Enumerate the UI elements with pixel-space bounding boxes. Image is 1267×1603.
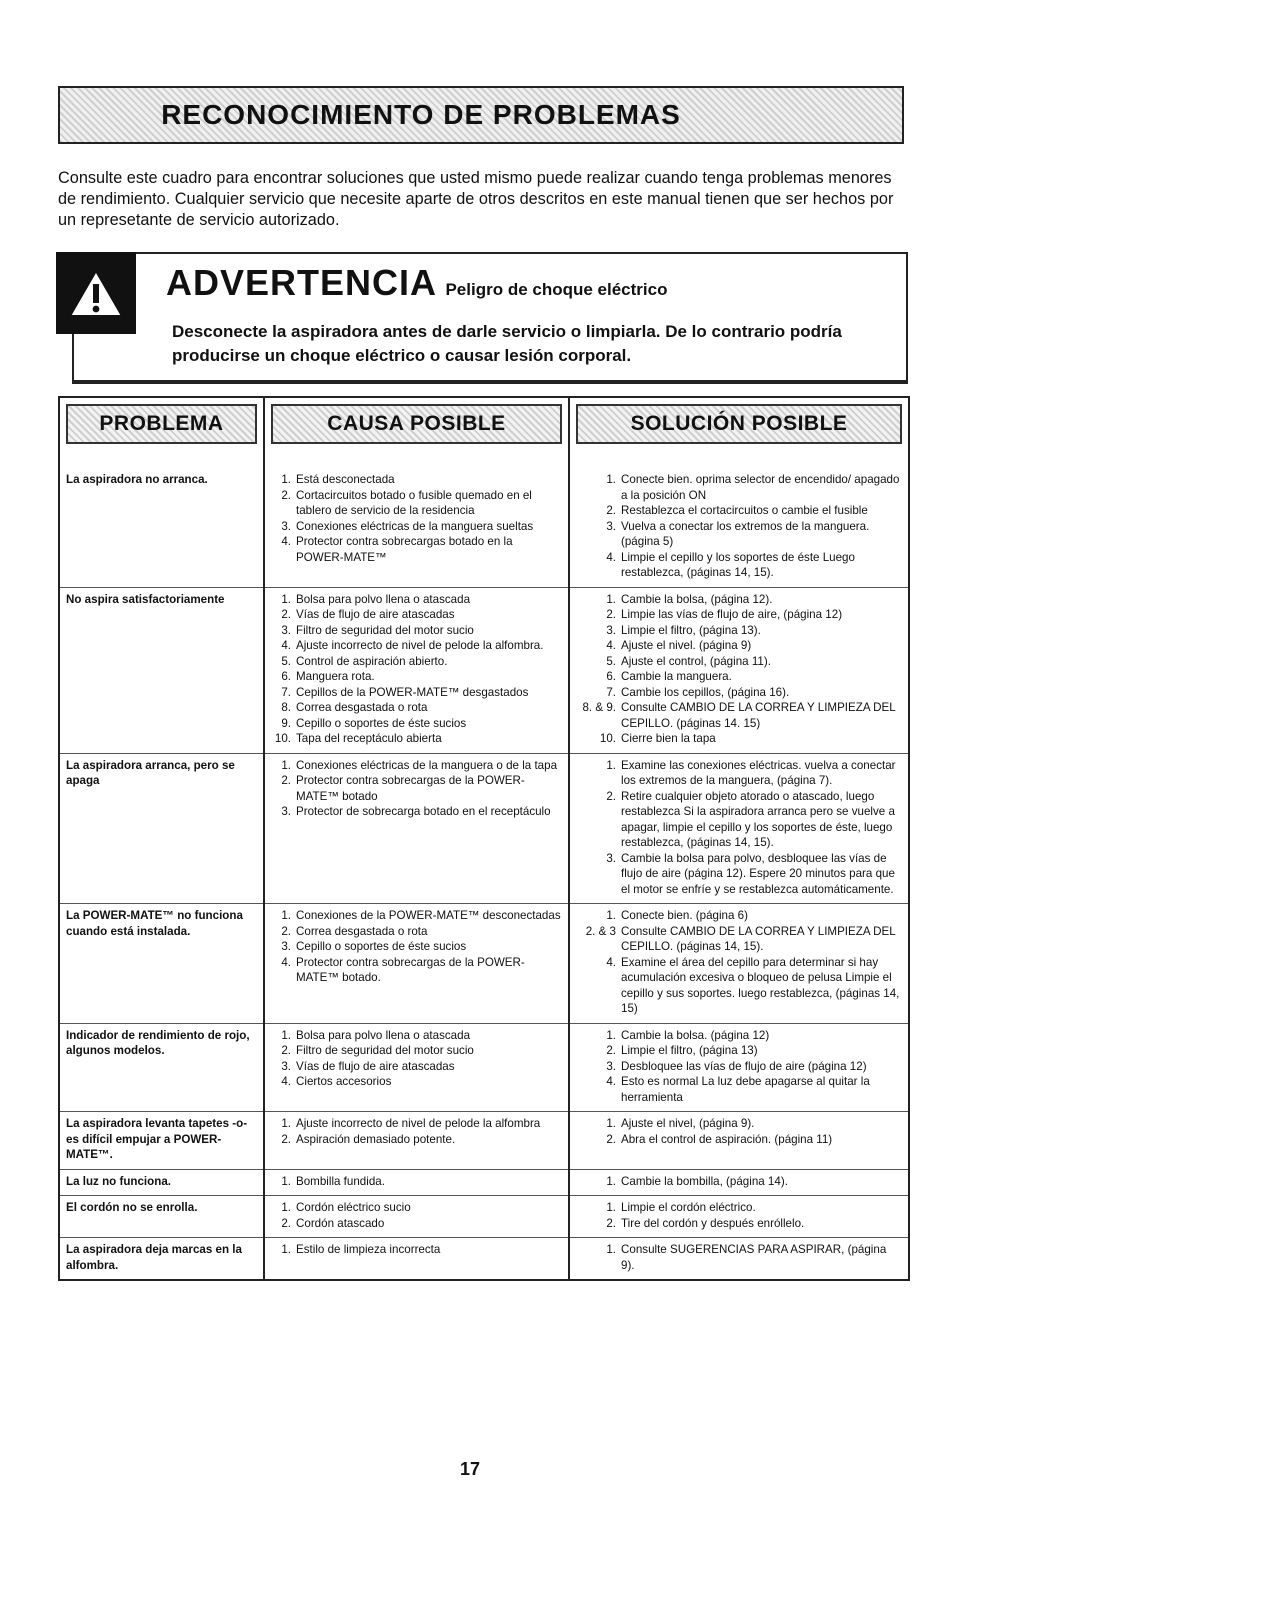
cause-item (271, 758, 562, 774)
item-text: Cepillo o soportes de éste sucios (296, 716, 467, 730)
solution-item (576, 758, 902, 789)
item-number: 3. (281, 940, 291, 953)
item-text: Ciertos accesorios (296, 1075, 392, 1088)
cause-item (271, 534, 562, 565)
cause-item (271, 924, 562, 940)
cause-item (271, 592, 562, 608)
item-text: Limpie las vías de flujo de aire, (página 12) (621, 608, 843, 621)
item-text: Limpie el filtro, (página 13) (621, 1044, 758, 1057)
item-number: 2. (281, 488, 291, 502)
solution-item (576, 519, 902, 550)
item-text: Cambie la manguera. (621, 670, 732, 683)
solution-item (576, 503, 902, 519)
cause-item (271, 638, 562, 654)
solution-item (576, 955, 902, 1017)
item-text: Cambie la bombilla, (página 14). (621, 1174, 788, 1188)
item-text: Vías de flujo de aire atascadas (296, 608, 455, 621)
item-text: Ajuste el control, (página 11). (621, 654, 771, 668)
cause-cell (264, 1196, 569, 1238)
item-number: 8. (281, 701, 291, 714)
solution-item (576, 1059, 902, 1075)
item-number: 2. (281, 1216, 291, 1230)
solution-item (576, 1216, 902, 1232)
item-text: Correa desgastada o rota (296, 701, 428, 714)
cause-item (271, 939, 562, 955)
item-number: 2. (281, 924, 291, 938)
item-number: 2. (281, 608, 291, 621)
solution-cell (569, 1023, 909, 1112)
cause-item (271, 1116, 562, 1132)
table-row (59, 468, 909, 587)
item-number: 1. (606, 1028, 616, 1042)
item-number: 10. (599, 732, 616, 745)
item-number: 2. (606, 1044, 616, 1057)
problem-cell: La aspiradora levanta tapetes -o- es difícil empujar a POWER-MATE™. (59, 1112, 264, 1170)
table-row (59, 587, 909, 753)
item-text: Examine el área del cepillo para determinar si hay acumulación excesiva o bloqueo de pelusa Limpie el cepillo y sus soportes. luego restablezca, (páginas 14, 15) (621, 955, 900, 1015)
cause-cell (264, 1169, 569, 1196)
solution-item (576, 623, 902, 639)
solution-item (576, 908, 902, 924)
item-text: Ajuste el nivel, (página 9). (621, 1117, 755, 1130)
item-number: 3. (281, 519, 291, 533)
item-number: 8. & 9. (582, 701, 616, 714)
cause-item (271, 654, 562, 670)
solution-cell (569, 753, 909, 904)
item-number: 1. (281, 592, 291, 606)
header-cause: CAUSA POSIBLE (271, 404, 562, 444)
item-text: Conecte bien. oprima selector de encendido/ apagado a la posición ON (621, 473, 900, 502)
problem-cell: La luz no funciona. (59, 1169, 264, 1196)
item-text: Bombilla fundida. (296, 1174, 385, 1188)
item-number: 1. (281, 1174, 291, 1188)
item-number: 3. (606, 1059, 616, 1073)
table-row (59, 904, 909, 1024)
item-number: 1. (281, 1028, 291, 1042)
solution-cell (569, 468, 909, 587)
solution-cell (569, 1238, 909, 1281)
cause-item (271, 955, 562, 986)
table-row (59, 1023, 909, 1112)
solution-item (576, 1116, 902, 1132)
warning-title: ADVERTENCIA (166, 262, 438, 303)
solution-cell (569, 1196, 909, 1238)
item-number: 4. (606, 1075, 616, 1088)
cause-item (271, 773, 562, 804)
solution-item (576, 550, 902, 581)
item-text: Limpie el filtro, (página 13). (621, 623, 761, 637)
problem-cell: La aspiradora deja marcas en la alfombra. (59, 1238, 264, 1281)
solution-item (576, 700, 902, 731)
solution-item (576, 1043, 902, 1059)
solution-item (576, 1074, 902, 1105)
cause-item (271, 731, 562, 747)
item-text: Cordón eléctrico sucio (296, 1201, 411, 1214)
item-number: 4. (606, 955, 616, 969)
item-number: 2. (606, 504, 616, 517)
header-solution: SOLUCIÓN POSIBLE (576, 404, 902, 444)
item-text: Bolsa para polvo llena o atascada (296, 1028, 471, 1042)
item-number: 4. (606, 639, 616, 652)
item-number: 6. (606, 670, 616, 683)
item-number: 3. (606, 519, 616, 533)
item-number: 1. (606, 592, 616, 606)
warning-text: Desconecte la aspiradora antes de darle servicio o limpiarla. De lo contrario podría producirse un choque eléctrico o causar lesión corporal. (172, 322, 842, 365)
warning-heading (166, 262, 667, 304)
item-text: Correa desgastada o rota (296, 924, 428, 938)
problem-cell: Indicador de rendimiento de rojo, algunos modelos. (59, 1023, 264, 1112)
solution-cell (569, 1112, 909, 1170)
item-number: 7. (281, 685, 291, 699)
item-number: 1. (281, 909, 291, 922)
warning-icon-block (56, 252, 136, 334)
item-text: Ajuste incorrecto de nivel de pelode la alfombra. (296, 639, 544, 652)
item-text: Bolsa para polvo llena o atascada (296, 592, 471, 606)
item-text: Filtro de seguridad del motor sucio (296, 1044, 474, 1057)
item-number: 10. (274, 732, 291, 745)
solution-item (576, 685, 902, 701)
cause-item (271, 623, 562, 639)
warning-triangle-icon (68, 268, 124, 318)
item-text: Tire del cordón y después enróllelo. (621, 1216, 805, 1230)
cause-item (271, 1028, 562, 1044)
cause-item (271, 685, 562, 701)
item-number: 2. (606, 1216, 616, 1230)
item-text: Desbloquee las vías de flujo de aire (página 12) (621, 1059, 867, 1073)
item-text: Conexiones eléctricas de la manguera sueltas (296, 519, 534, 533)
intro-paragraph: Consulte este cuadro para encontrar soluciones que usted mismo puede realizar cuando tenga problemas menores de rendimiento. Cualquier servicio que necesite aparte de otros descritos en este manual tienen que ser hechos por un represetante de servicio autorizado. (58, 169, 894, 229)
cause-item (271, 700, 562, 716)
table-row (59, 1169, 909, 1196)
page-number: 17 (460, 1459, 481, 1479)
item-number: 3. (281, 1059, 291, 1073)
solution-cell (569, 904, 909, 1024)
cause-item (271, 607, 562, 623)
solution-item (576, 851, 902, 898)
cause-item (271, 488, 562, 519)
warning-box (72, 252, 908, 384)
item-text: Abra el control de aspiración. (página 11) (621, 1132, 833, 1146)
solution-item (576, 654, 902, 670)
item-number: 3. (281, 623, 291, 637)
item-text: Restablezca el cortacircuitos o cambie el fusible (621, 504, 868, 517)
cause-item (271, 908, 562, 924)
solution-cell (569, 587, 909, 753)
item-text: Ajuste el nivel. (página 9) (621, 639, 752, 652)
item-number: 3. (606, 623, 616, 637)
item-number: 2. (281, 1044, 291, 1057)
problem-cell: El cordón no se enrolla. (59, 1196, 264, 1238)
item-number: 2. (606, 1132, 616, 1146)
page-title: RECONOCIMIENTO DE PROBLEMAS (161, 99, 681, 130)
solution-item (576, 1028, 902, 1044)
cause-cell (264, 1112, 569, 1170)
item-text: Conecte bien. (página 6) (621, 909, 748, 922)
item-number: 3. (606, 851, 616, 865)
cause-cell (264, 1238, 569, 1281)
item-text: Vías de flujo de aire atascadas (296, 1059, 455, 1073)
item-text: Protector contra sobrecargas de la POWER-MATE™ botado (296, 774, 525, 803)
solution-item (576, 1200, 902, 1216)
solution-item (576, 669, 902, 685)
cause-item (271, 716, 562, 732)
solution-item (576, 1132, 902, 1148)
item-text: Cepillos de la POWER-MATE™ desgastados (296, 685, 529, 699)
item-number: 6. (281, 670, 291, 683)
item-number: 1. (606, 1201, 616, 1214)
problem-cell: No aspira satisfactoriamente (59, 587, 264, 753)
header-problem: PROBLEMA (66, 404, 257, 444)
cause-cell (264, 587, 569, 753)
table-row (59, 753, 909, 904)
title-banner (58, 86, 904, 144)
item-text: Aspiración demasiado potente. (296, 1132, 456, 1146)
item-text: Cordón atascado (296, 1216, 385, 1230)
troubleshooting-table (58, 396, 910, 1281)
solution-item (576, 1242, 902, 1273)
item-text: Consulte CAMBIO DE LA CORREA Y LIMPIEZA DEL CEPILLO. (páginas 14. 15) (621, 701, 896, 730)
item-number: 1. (281, 473, 291, 486)
header-cell-cause (264, 397, 569, 468)
item-text: Protector contra sobrecargas botado en la POWER-MATE™ (296, 535, 513, 564)
solution-item (576, 592, 902, 608)
header-cell-problem (59, 397, 264, 468)
problem-cell: La aspiradora no arranca. (59, 468, 264, 587)
cause-item (271, 804, 562, 820)
item-number: 1. (281, 1201, 291, 1214)
cause-item (271, 669, 562, 685)
item-text: Retire cualquier objeto atorado o atascado, luego restablezca Si la aspiradora arranca pero se vuelve a apagar, limpie el cepillo y los soportes de éste, luego restablezca, (páginas 14, 15). (621, 789, 895, 849)
item-number: 7. (606, 685, 616, 699)
item-number: 3. (281, 805, 291, 818)
item-number: 1. (606, 1117, 616, 1130)
item-text: Tapa del receptáculo abierta (296, 732, 442, 745)
item-text: Cambie la bolsa para polvo, desbloquee las vías de flujo de aire (página 12). Espere 20 minutos para que el motor se enfríe y se restablezca automáticamente. (621, 851, 895, 896)
item-text: Cierre bien la tapa (621, 732, 716, 745)
solution-item (576, 789, 902, 851)
solution-cell (569, 1169, 909, 1196)
item-text: Filtro de seguridad del motor sucio (296, 623, 474, 637)
item-text: Estilo de limpieza incorrecta (296, 1243, 441, 1256)
solution-item (576, 638, 902, 654)
item-text: Cambie la bolsa. (página 12) (621, 1028, 770, 1042)
item-text: Examine las conexiones eléctricas. vuelva a conectar los extremos de la manguera, (página 7). (621, 758, 896, 787)
item-number: 5. (606, 654, 616, 668)
item-number: 9. (281, 716, 291, 730)
item-text: Protector de sobrecarga botado en el receptáculo (296, 805, 551, 818)
solution-item (576, 607, 902, 623)
item-number: 1. (606, 758, 616, 772)
cause-cell (264, 1023, 569, 1112)
cause-cell (264, 468, 569, 587)
cause-cell (264, 904, 569, 1024)
item-text: Control de aspiración abierto. (296, 654, 448, 668)
item-number: 2. (281, 774, 291, 787)
item-number: 2. (606, 789, 616, 803)
solution-item (576, 731, 902, 747)
item-text: Limpie el cordón eléctrico. (621, 1201, 756, 1214)
item-text: Esto es normal La luz debe apagarse al quitar la herramienta (621, 1075, 870, 1104)
item-number: 5. (281, 654, 291, 668)
item-text: Vuelva a conectar los extremos de la manguera. (página 5) (621, 519, 870, 548)
table-row (59, 1238, 909, 1281)
cause-item (271, 1242, 562, 1258)
item-number: 4. (281, 955, 291, 969)
table-row (59, 1112, 909, 1170)
item-text: Cambie la bolsa, (página 12). (621, 592, 773, 606)
item-number: 1. (281, 1117, 291, 1130)
item-number: 4. (281, 1075, 291, 1088)
solution-item (576, 472, 902, 503)
problem-cell: La POWER-MATE™ no funciona cuando está instalada. (59, 904, 264, 1024)
item-number: 4. (281, 639, 291, 652)
item-number: 1. (606, 1243, 616, 1256)
item-number: 1. (606, 1174, 616, 1188)
item-number: 2. & 3 (585, 924, 616, 938)
item-number: 2. (606, 608, 616, 621)
item-text: Está desconectada (296, 473, 395, 486)
item-text: Protector contra sobrecargas de la POWER-MATE™ botado. (296, 955, 525, 984)
cause-item (271, 1174, 562, 1190)
item-text: Conexiones eléctricas de la manguera o de la tapa (296, 758, 558, 772)
item-number: 1. (606, 473, 616, 486)
item-text: Consulte CAMBIO DE LA CORREA Y LIMPIEZA DEL CEPILLO. (páginas 14, 15). (621, 924, 896, 953)
item-text: Cambie los cepillos, (página 16). (621, 685, 790, 699)
cause-cell (264, 753, 569, 904)
item-number: 2. (281, 1132, 291, 1146)
item-text: Cortacircuitos botado o fusible quemado en el tablero de servicio de la residencia (296, 488, 532, 517)
cause-item (271, 1043, 562, 1059)
header-cell-solution (569, 397, 909, 468)
problem-cell: La aspiradora arranca, pero se apaga (59, 753, 264, 904)
item-number: 1. (281, 1243, 291, 1256)
warning-subtitle: Peligro de choque eléctrico (445, 280, 668, 299)
item-text: Cepillo o soportes de éste sucios (296, 940, 467, 953)
cause-item (271, 1200, 562, 1216)
cause-item (271, 1059, 562, 1075)
table-row (59, 1196, 909, 1238)
item-text: Conexiones de la POWER-MATE™ desconectadas (296, 909, 561, 922)
cause-item (271, 519, 562, 535)
item-number: 4. (281, 535, 291, 548)
cause-item (271, 1074, 562, 1090)
item-text: Limpie el cepillo y los soportes de éste Luego restablezca, (páginas 14, 15). (621, 550, 855, 579)
item-number: 1. (606, 909, 616, 922)
cause-item (271, 1216, 562, 1232)
item-text: Ajuste incorrecto de nivel de pelode la alfombra (296, 1117, 541, 1130)
item-number: 4. (606, 550, 616, 564)
cause-item (271, 1132, 562, 1148)
item-text: Manguera rota. (296, 670, 375, 683)
solution-item (576, 1174, 902, 1190)
item-number: 1. (281, 758, 291, 772)
item-text: Consulte SUGERENCIAS PARA ASPIRAR, (página 9). (621, 1243, 887, 1272)
solution-item (576, 924, 902, 955)
cause-item (271, 472, 562, 488)
